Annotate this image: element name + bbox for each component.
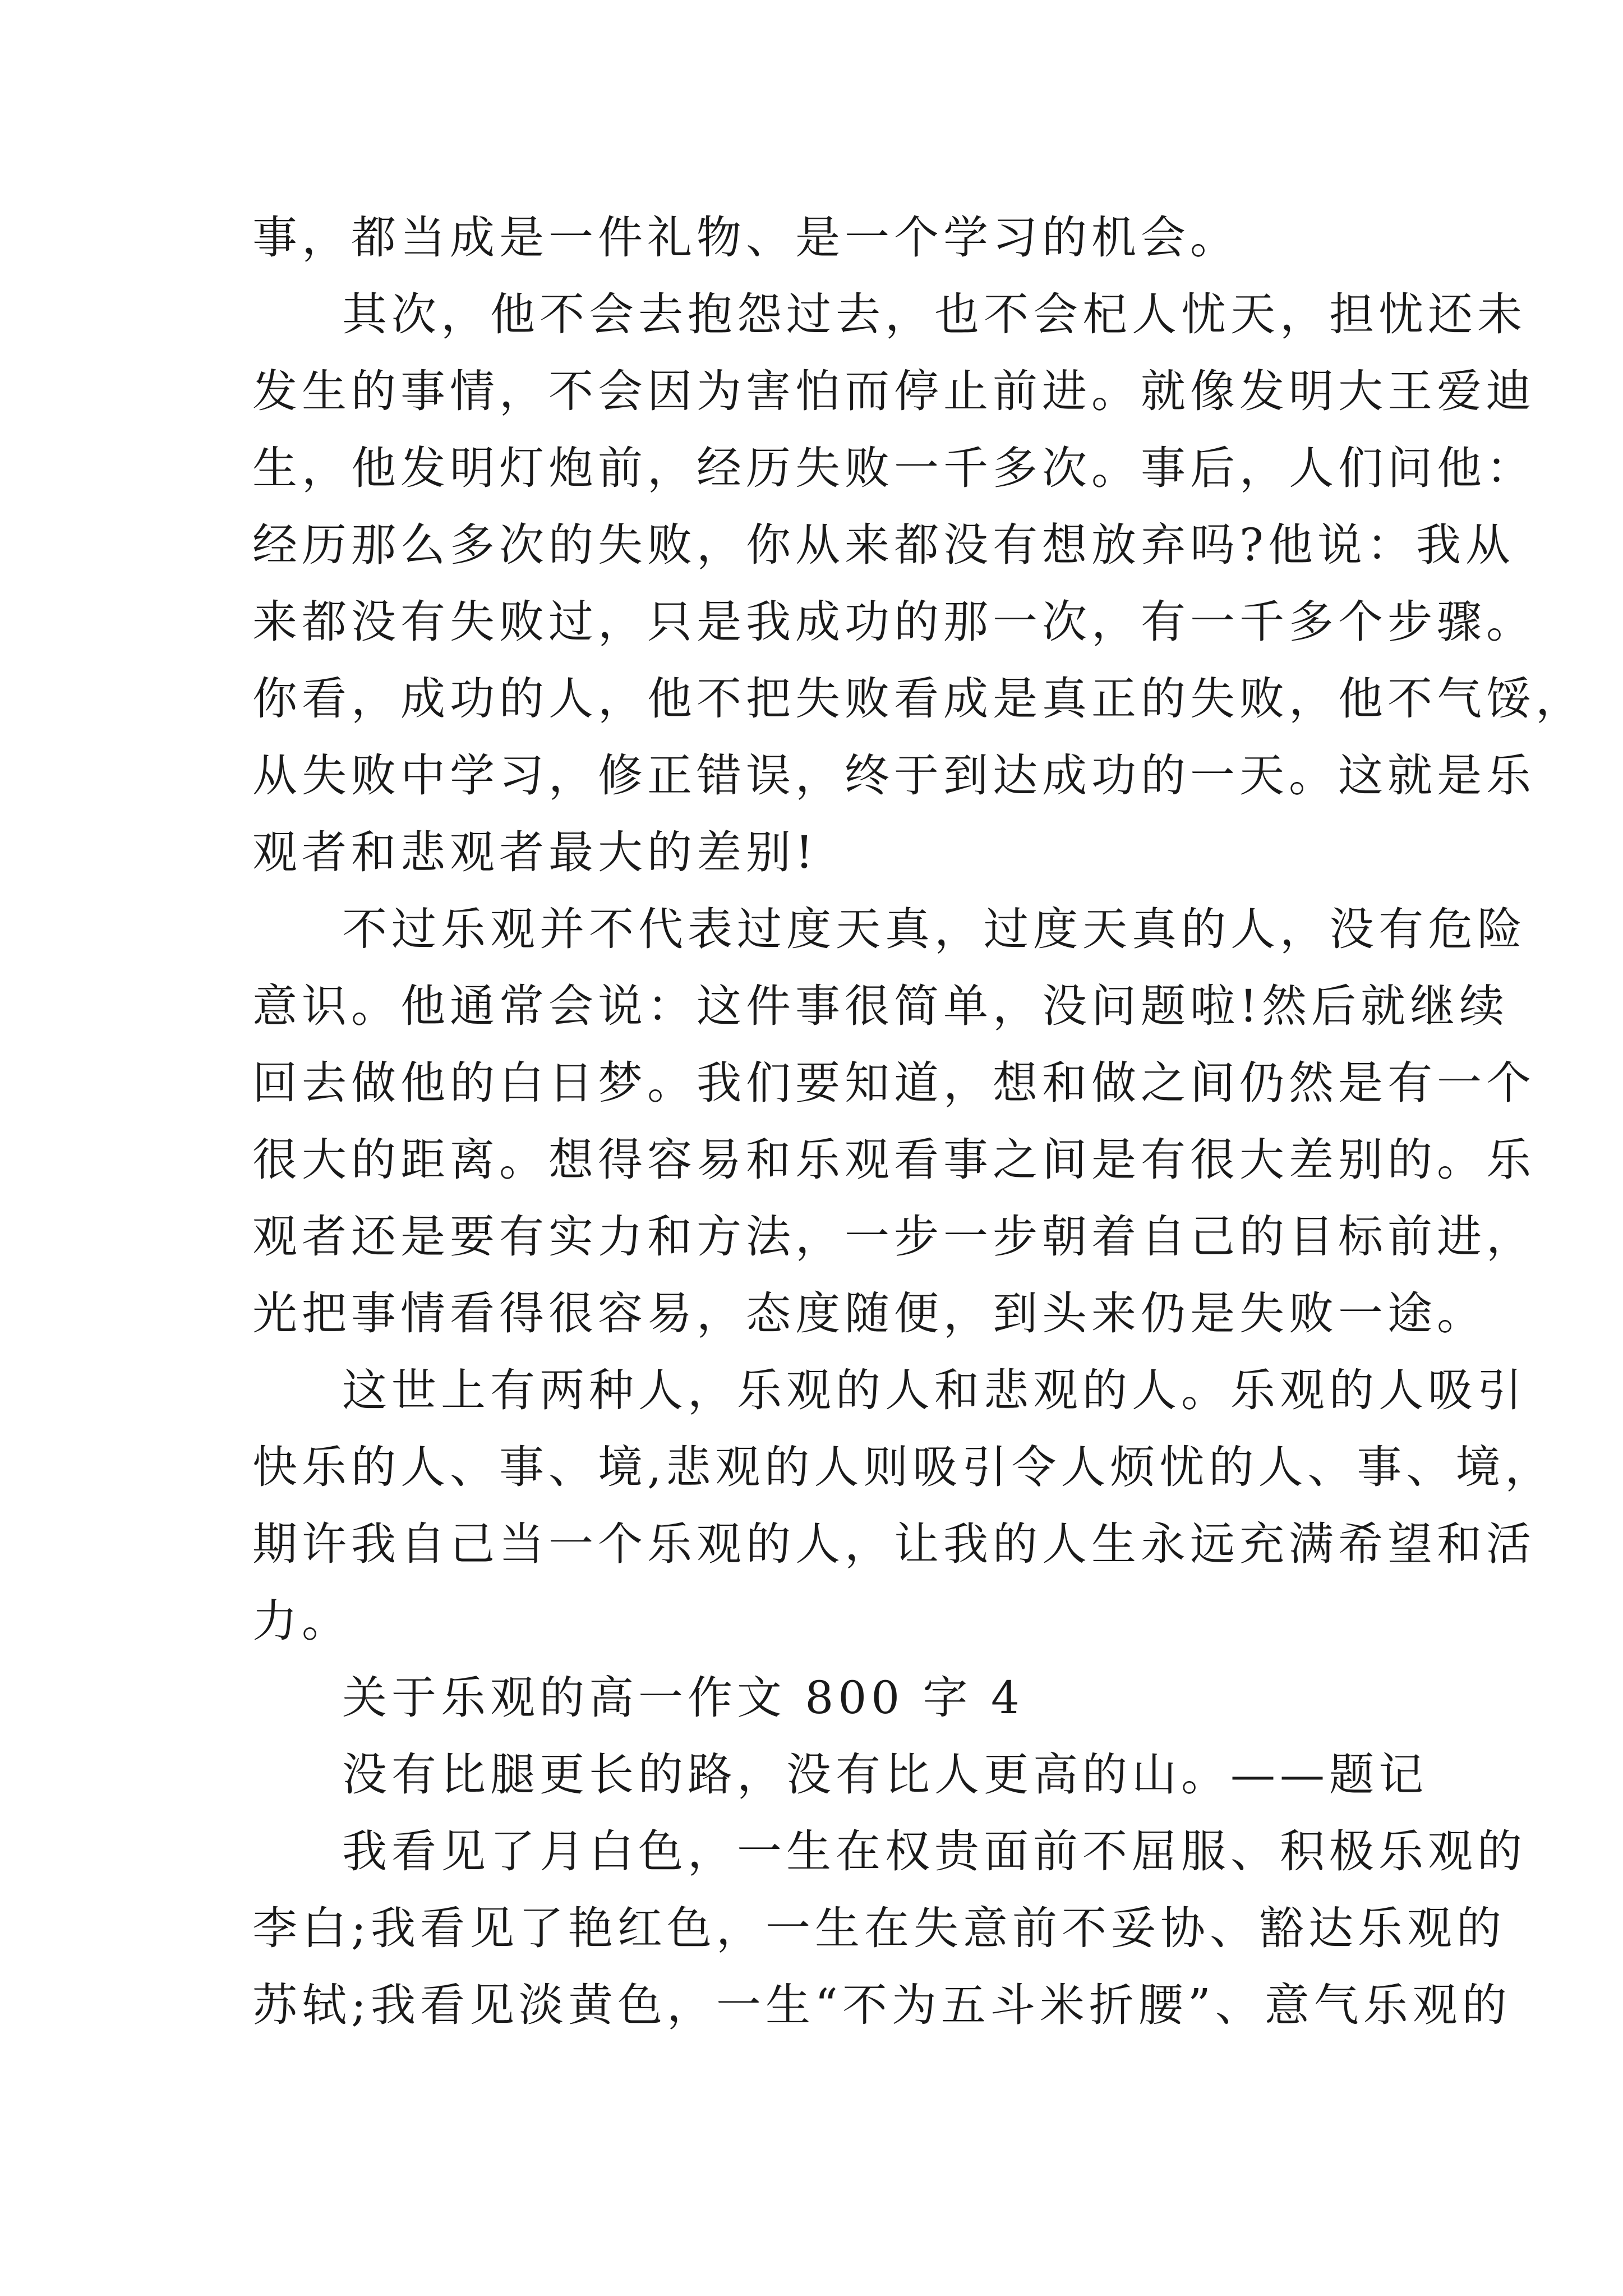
text-line: 其次，他不会去抱怨过去，也不会杞人忧天，担忧还未: [342, 288, 1527, 341]
paragraph: [252, 1352, 1555, 1659]
text-line: 我看见了月白色，一生在权贵面前不屈服、积极乐观的: [342, 1825, 1527, 1878]
text-line: 观者还是要有实力和方法，一步一步朝着自己的目标前进，: [252, 1211, 1536, 1263]
text-line: 观者和悲观者最大的差别!: [252, 826, 818, 878]
text-line: 力。: [252, 1595, 351, 1647]
text-line: 事，都当成是一件礼物、是一个学习的机会。: [252, 211, 1239, 264]
text-line: 发生的事情，不会因为害怕而停止前进。就像发明大王爱迪: [252, 365, 1536, 417]
text-line: 回去做他的白日梦。我们要知道，想和做之间仍然是有一个: [252, 1057, 1536, 1109]
text-line: 来都没有失败过，只是我成功的那一次，有一千多个步骤。: [252, 596, 1536, 648]
paragraph: [252, 199, 1374, 276]
text-line: 没有比腿更长的路，没有比人更高的山。——题记: [342, 1749, 1428, 1801]
text-line: 意识。他通常会说：这件事很简单，没问题啦!然后就继续: [252, 980, 1509, 1032]
text-line: 从失败中学习，修正错误，终于到达成功的一天。这就是乐: [252, 749, 1536, 802]
paragraph: [252, 1659, 1374, 1736]
text-line: 光把事情看得很容易，态度随便，到头来仍是失败一途。: [252, 1287, 1486, 1340]
paragraph: [252, 1736, 1428, 1813]
text-line: 期许我自己当一个乐观的人，让我的人生永远充满希望和活: [252, 1518, 1536, 1570]
text-line: 不过乐观并不代表过度天真，过度天真的人，没有危险: [342, 903, 1527, 955]
paragraph: [252, 276, 1585, 891]
text-line: 这世上有两种人，乐观的人和悲观的人。乐观的人吸引: [342, 1364, 1527, 1416]
text-line: 关于乐观的高一作文 800 字 4: [342, 1672, 1024, 1724]
text-line: 经历那么多次的失败，你从来都没有想放弃吗?他说：我从: [252, 519, 1515, 571]
paragraph: [252, 891, 1536, 1352]
text-line: 你看，成功的人，他不把失败看成是真正的失败，他不气馁，: [252, 673, 1585, 725]
paragraph: [252, 1813, 1527, 2044]
text-line: 生，他发明灯炮前，经历失败一千多次。事后，人们问他：: [252, 442, 1536, 494]
text-line: 快乐的人、事、境,悲观的人则吸引令人烦忧的人、事、境，: [252, 1441, 1555, 1493]
text-line: 苏轼;我看见淡黄色，一生“不为五斗米折腰”、意气乐观的: [252, 1979, 1511, 2031]
text-line: 很大的距离。想得容易和乐观看事之间是有很大差别的。乐: [252, 1134, 1536, 1186]
document-body: [252, 199, 1585, 2044]
text-line: 李白;我看见了艳红色，一生在失意前不妥协、豁达乐观的: [252, 1902, 1506, 1954]
